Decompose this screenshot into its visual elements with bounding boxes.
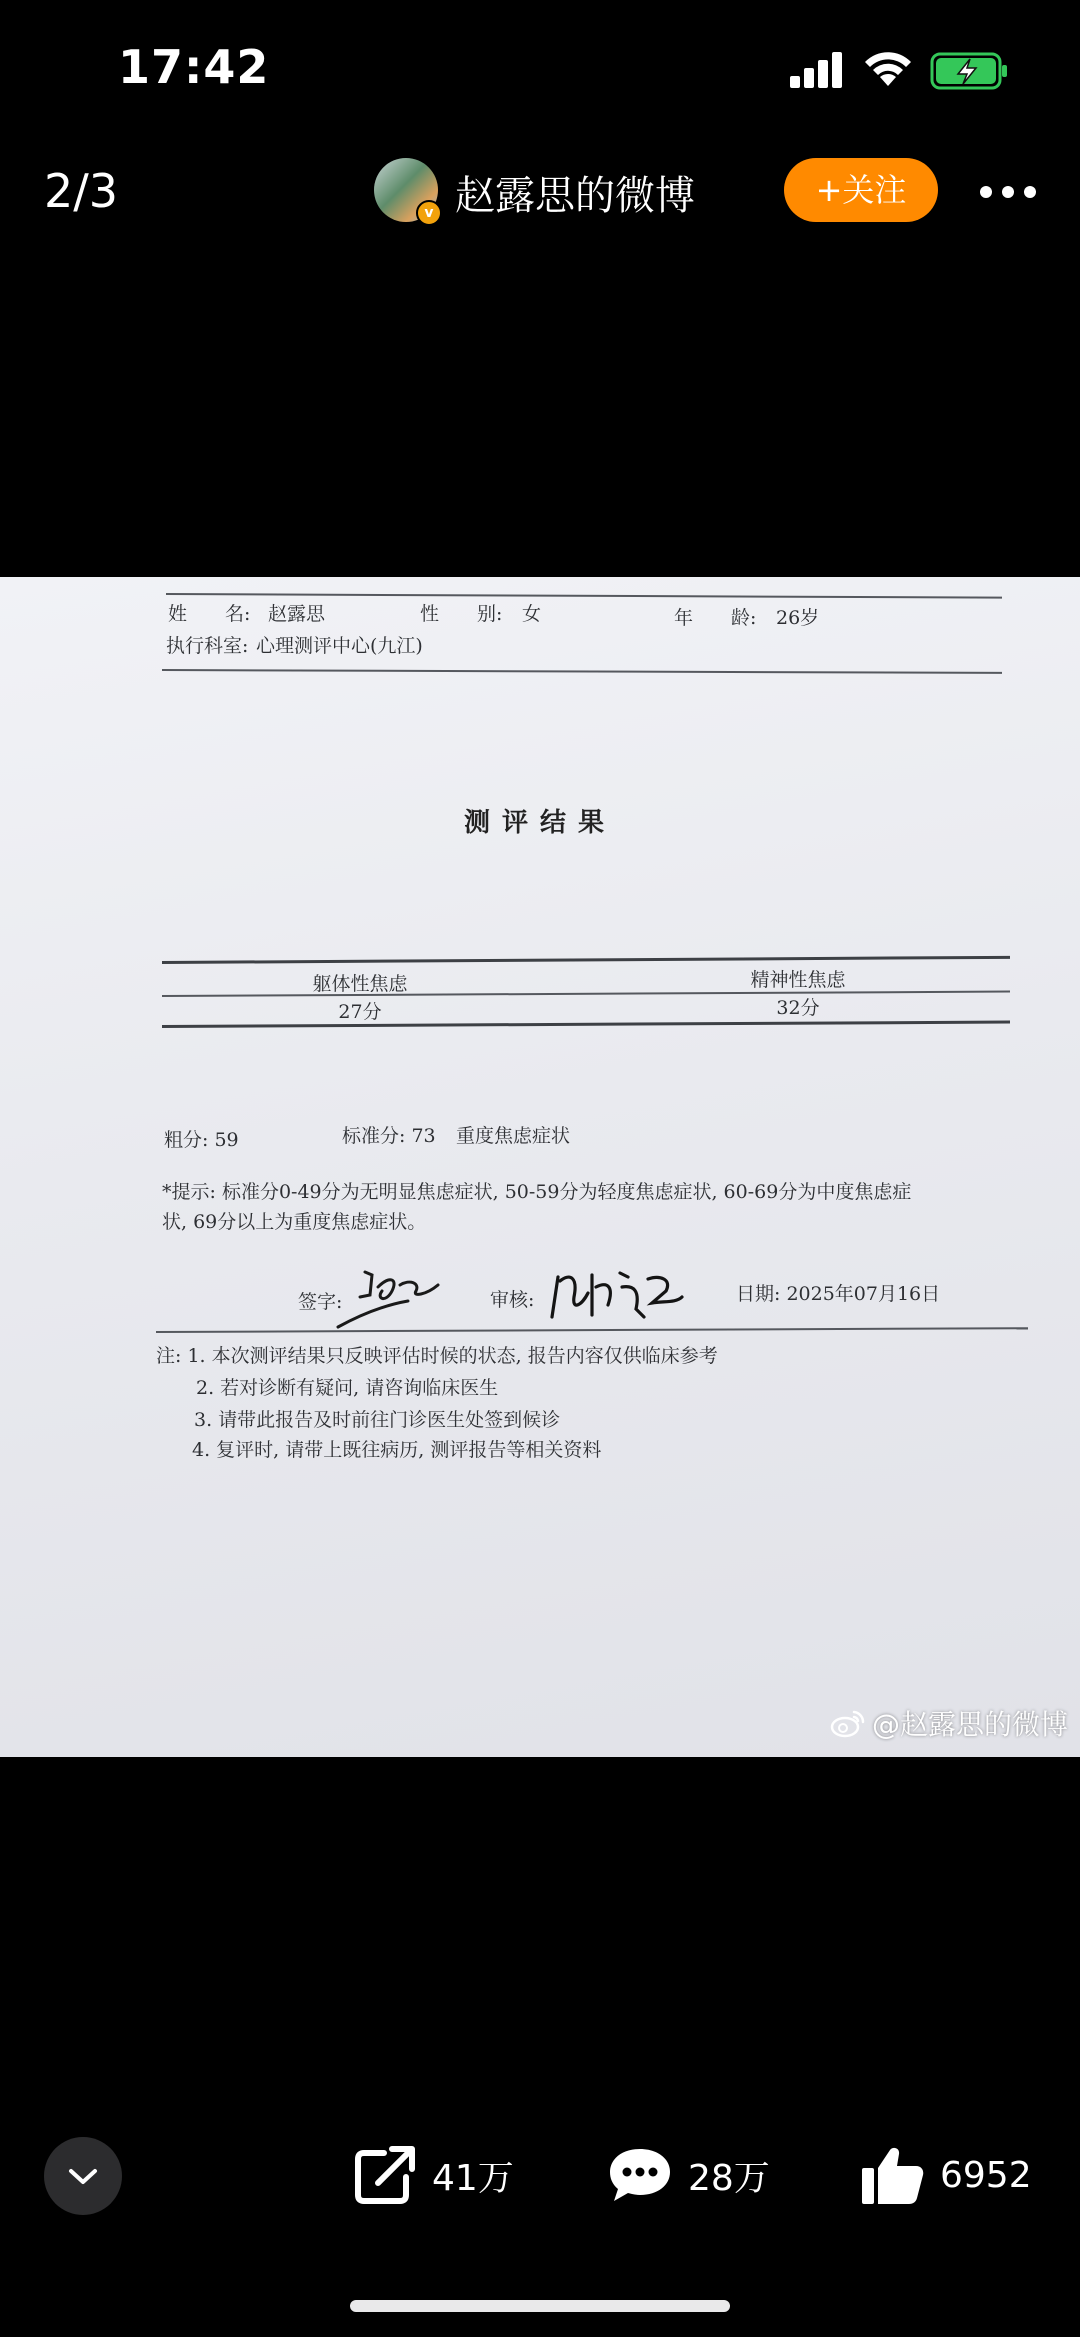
note-3: 3. 请带此报告及时前往门诊医生处签到候诊 bbox=[194, 1409, 561, 1431]
battery-charging-icon bbox=[930, 52, 1010, 90]
top-nav bbox=[0, 140, 1080, 240]
table-header-somatic: 躯体性焦虑 bbox=[312, 973, 408, 995]
collapse-button[interactable] bbox=[44, 2137, 122, 2215]
chevron-down-icon bbox=[66, 2161, 100, 2191]
department-value: 心理测评中心(九江) bbox=[256, 635, 423, 657]
result-text: 重度焦虑症状 bbox=[456, 1125, 571, 1147]
weibo-icon bbox=[830, 1708, 866, 1738]
wifi-icon bbox=[863, 50, 913, 88]
standard-score: 标准分: 73 bbox=[342, 1125, 436, 1147]
thumbs-up-icon bbox=[860, 2144, 926, 2206]
like-count: 6952 bbox=[940, 2154, 1032, 2196]
sign-label: 签字: bbox=[298, 1291, 343, 1313]
note-4: 4. 复评时, 请带上既往病历, 测评报告等相关资料 bbox=[192, 1439, 602, 1461]
status-time: 17:42 bbox=[118, 40, 270, 94]
signature-image bbox=[330, 1257, 450, 1347]
status-bar bbox=[0, 0, 1080, 140]
tip-line-1: *提示: 标准分0-49分为无明显焦虑症状, 50-59分为轻度焦虑症状, 60-69分为中度焦虑症 bbox=[162, 1181, 912, 1203]
comment-count: 28万 bbox=[688, 2157, 770, 2199]
report-date: 日期: 2025年07月16日 bbox=[736, 1283, 941, 1305]
watermark bbox=[830, 1703, 1068, 1743]
table-value-psychic: 32分 bbox=[776, 997, 820, 1019]
author-name[interactable]: 赵露思的微博 bbox=[455, 173, 695, 219]
header-top-rule bbox=[166, 593, 1002, 599]
page-counter: 2/3 bbox=[44, 164, 119, 218]
name-label: 姓 名: bbox=[168, 603, 251, 625]
note-1: 注: 1. 本次测评结果只反映评估时候的状态, 报告内容仅供临床参考 bbox=[156, 1345, 718, 1367]
header-bottom-rule bbox=[162, 669, 1002, 674]
comment-icon bbox=[606, 2145, 674, 2205]
age-label: 年 龄: bbox=[674, 607, 757, 629]
gender-value: 女 bbox=[522, 603, 542, 625]
name-value: 赵露思 bbox=[268, 603, 326, 625]
like-button[interactable] bbox=[860, 2143, 1032, 2207]
more-dots-icon[interactable] bbox=[976, 170, 1040, 210]
cellular-signal-icon bbox=[790, 52, 844, 88]
follow-button[interactable]: +关注 bbox=[784, 158, 938, 222]
author-avatar[interactable] bbox=[374, 158, 438, 222]
age-value: 26岁 bbox=[776, 607, 820, 629]
share-icon bbox=[354, 2145, 418, 2205]
share-count: 41万 bbox=[432, 2157, 514, 2199]
review-label: 审核: bbox=[490, 1289, 535, 1311]
table-value-somatic: 27分 bbox=[338, 1001, 382, 1023]
comment-button[interactable] bbox=[606, 2143, 770, 2207]
watermark-text: @赵露思的微博 bbox=[871, 1708, 1068, 1741]
department-label: 执行科室: bbox=[166, 635, 249, 657]
verified-badge-icon: v bbox=[416, 200, 442, 226]
table-top-rule bbox=[162, 956, 1010, 964]
gender-label: 性 别: bbox=[420, 603, 503, 625]
home-indicator[interactable] bbox=[350, 2300, 730, 2312]
reviewer-signature-image bbox=[548, 1257, 688, 1337]
note-2: 2. 若对诊断有疑问, 请咨询临床医生 bbox=[196, 1377, 499, 1399]
tip-line-2: 状, 69分以上为重度焦虑症状。 bbox=[162, 1211, 427, 1233]
table-header-psychic: 精神性焦虑 bbox=[750, 969, 846, 991]
share-button[interactable] bbox=[354, 2143, 514, 2207]
report-title: 测评结果 bbox=[463, 808, 616, 838]
report-photo[interactable] bbox=[0, 577, 1080, 1757]
raw-score: 粗分: 59 bbox=[164, 1129, 239, 1151]
